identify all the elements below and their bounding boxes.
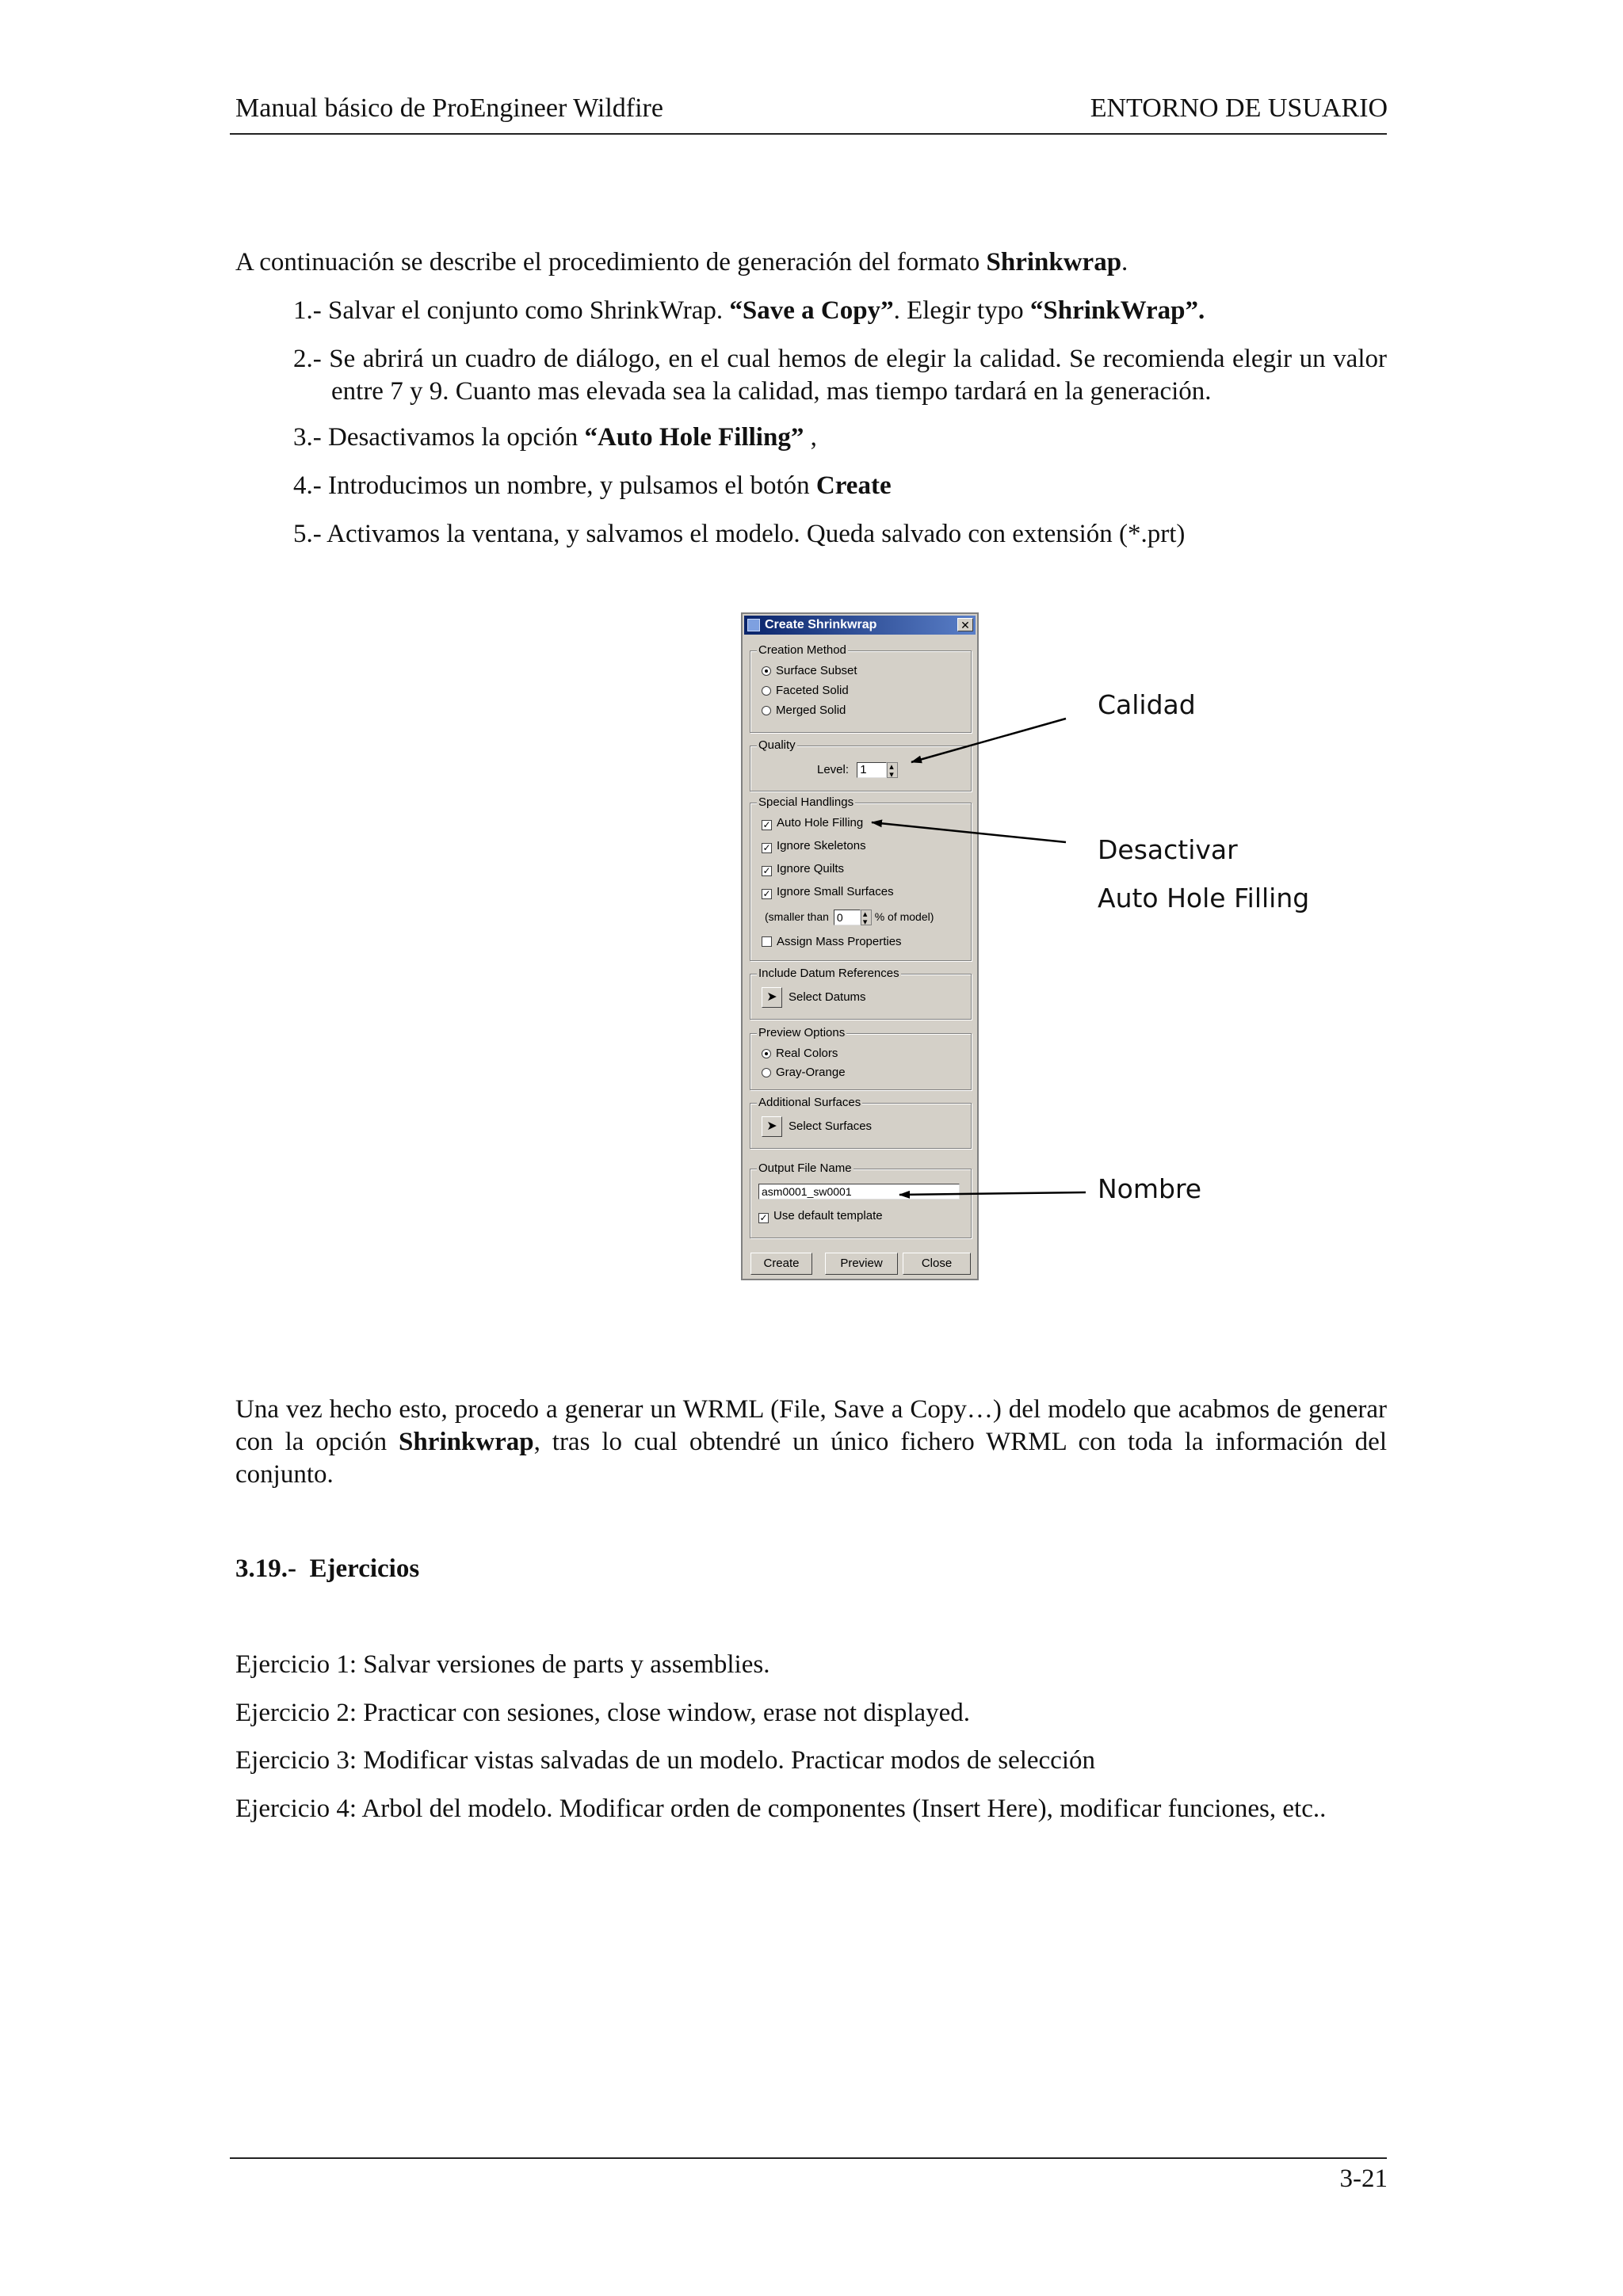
callout-nombre: Nombre (1098, 1173, 1202, 1204)
footer-rule (230, 2157, 1387, 2159)
checkbox-assign-mass-properties[interactable]: Assign Mass Properties (762, 935, 902, 949)
checkbox-use-default-template[interactable]: ✓ Use default template (759, 1209, 883, 1223)
callout-calidad: Calidad (1098, 689, 1196, 720)
exercise-4: Ejercicio 4: Arbol del modelo. Modificar orden de componentes (Insert Here), modificar funciones, etc.. (235, 1794, 1327, 1823)
smaller-than-row: (smaller than 0▴ ▾ % of model) (765, 910, 934, 925)
check-icon: ✓ (759, 1212, 768, 1223)
check-icon: ✓ (762, 819, 771, 830)
output-file-input[interactable]: asm0001_sw0001 (758, 1184, 960, 1199)
step-1: 1.- Salvar el conjunto como ShrinkWrap. “Save a Copy”. Elegir typo “ShrinkWrap”. (293, 296, 1205, 325)
checkbox-ignore-quilts[interactable]: ✓ Ignore Quilts (762, 862, 845, 876)
intro-paragraph: A continuación se describe el procedimiento de generación del formato Shrinkwrap. (235, 248, 1128, 277)
creation-method-legend: Creation Method (758, 643, 846, 657)
create-button[interactable]: Create (750, 1253, 812, 1275)
special-handlings-legend: Special Handlings (758, 795, 854, 809)
radio-real-colors[interactable]: Real Colors (762, 1047, 838, 1061)
quality-legend: Quality (758, 738, 796, 752)
preview-button[interactable]: Preview (825, 1253, 898, 1275)
header-title: Manual básico de ProEngineer Wildfire (235, 93, 663, 123)
check-icon: ✓ (762, 842, 771, 853)
step-2: 2.- Se abrirá un cuadro de diálogo, en el cual hemos de elegir la calidad. Se recomienda elegir un valor entre 7 y 9. Cuanto mas elevada sea la calidad, mas tiempo tardará en la generación. (293, 345, 1387, 406)
radio-merged-solid[interactable]: Merged Solid (762, 704, 846, 718)
callout-desactivar: Desactivar (1098, 834, 1238, 865)
page-number: 3-21 (1339, 2164, 1388, 2193)
arrow-auto-hole-filling (872, 822, 1066, 842)
preview-options-legend: Preview Options (758, 1026, 846, 1039)
pointer-icon: ➤ (766, 1119, 777, 1133)
check-icon: ✓ (762, 888, 771, 899)
close-button[interactable]: Close (903, 1253, 971, 1275)
arrow-nombre (899, 1192, 1086, 1195)
additional-surfaces-legend: Additional Surfaces (758, 1096, 861, 1109)
quality-level-input[interactable]: 1 (857, 762, 887, 778)
select-datums-label: Select Datums (789, 990, 866, 1004)
header-section: ENTORNO DE USUARIO (1090, 93, 1388, 123)
section-heading: 3.19.- Ejercicios (235, 1554, 420, 1583)
arrow-calidad (911, 719, 1066, 762)
after-paragraph: Una vez hecho esto, procedo a generar un WRML (File, Save a Copy…) del modelo que acabmos de generar con la opción Shrinkwrap, tras lo cual obtendré un único fichero WRML con toda la información del conjunto. (235, 1395, 1387, 1489)
exercise-3: Ejercicio 3: Modificar vistas salvadas de un modelo. Practicar modos de selección (235, 1746, 1095, 1775)
output-file-legend: Output File Name (758, 1161, 852, 1175)
close-icon[interactable]: ✕ (957, 618, 973, 631)
radio-surface-subset[interactable]: Surface Subset (762, 664, 857, 678)
step-3: 3.- Desactivamos la opción “Auto Hole Filling” , (293, 423, 817, 452)
datum-references-legend: Include Datum References (758, 967, 899, 980)
step-5: 5.- Activamos la ventana, y salvamos el modelo. Queda salvado con extensión (*.prt) (293, 520, 1186, 548)
exercise-2: Ejercicio 2: Practicar con sesiones, close window, erase not displayed. (235, 1699, 971, 1727)
select-surfaces-label: Select Surfaces (789, 1119, 873, 1133)
smaller-than-input[interactable]: 0 (834, 910, 861, 925)
checkbox-auto-hole-filling[interactable]: ✓ Auto Hole Filling (762, 816, 864, 830)
pointer-icon: ➤ (766, 990, 777, 1004)
check-icon: ✓ (762, 865, 771, 876)
level-label: Level: (817, 762, 850, 776)
exercise-1: Ejercicio 1: Salvar versiones de parts y assemblies. (235, 1650, 770, 1679)
dialog-title: Create Shrinkwrap (765, 618, 877, 631)
callout-auto-hole-filling: Auto Hole Filling (1098, 883, 1310, 913)
checkbox-ignore-skeletons[interactable]: ✓ Ignore Skeletons (762, 839, 866, 853)
checkbox-ignore-small-surfaces[interactable]: ✓ Ignore Small Surfaces (762, 885, 894, 899)
radio-faceted-solid[interactable]: Faceted Solid (762, 684, 849, 698)
step-4: 4.- Introducimos un nombre, y pulsamos el botón Create (293, 471, 892, 500)
radio-gray-orange[interactable]: Gray-Orange (762, 1066, 846, 1080)
